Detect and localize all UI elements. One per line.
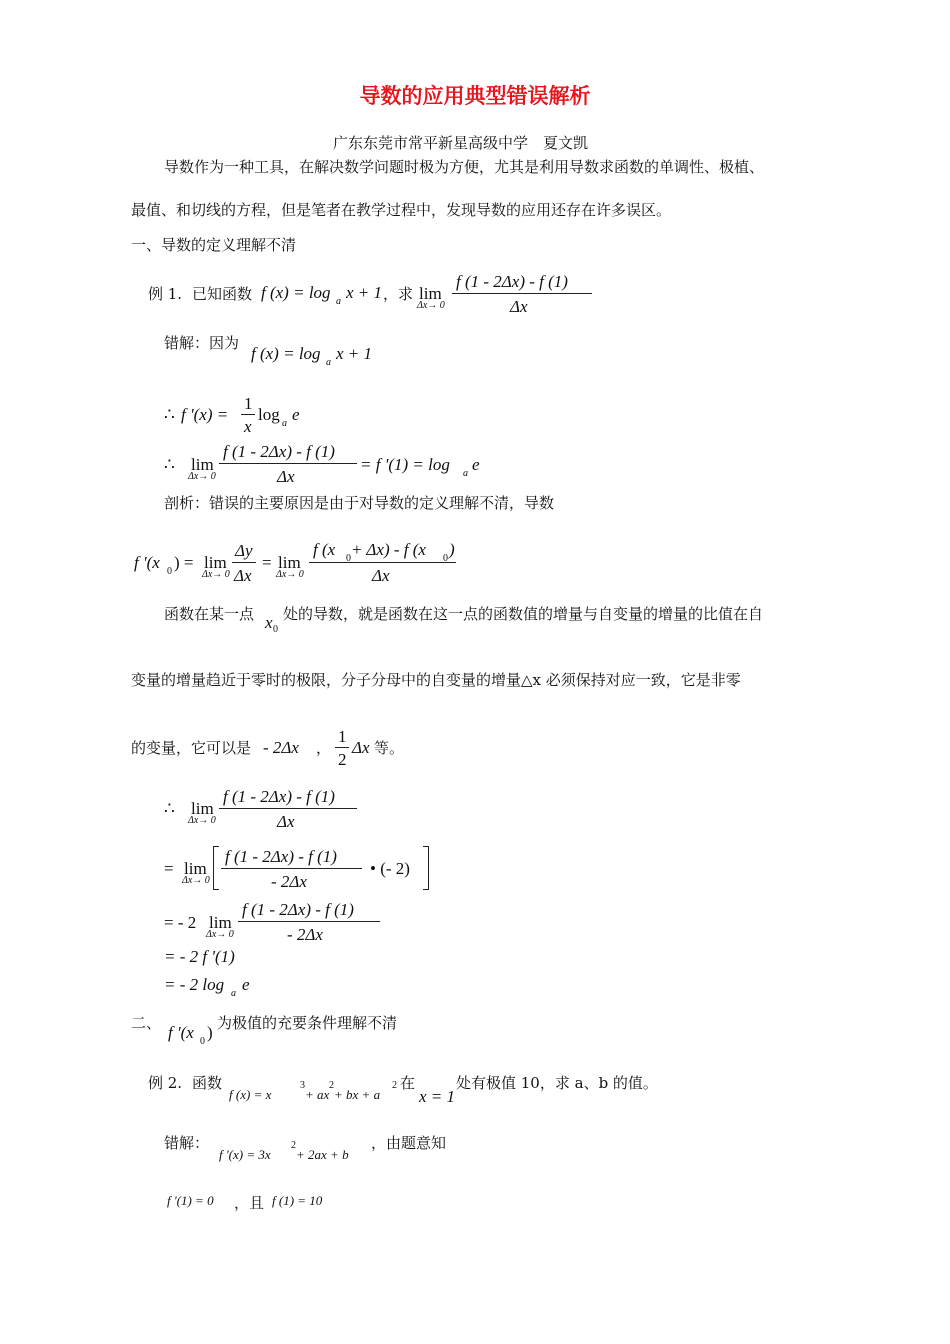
- example-1-given-tail: x + 1: [346, 283, 383, 302]
- definition-frac2-bar: [309, 562, 456, 563]
- analysis-para-1-x-sub: 0: [273, 624, 278, 635]
- page-title: 导数的应用典型错误解析: [359, 83, 591, 108]
- definition-frac1-numerator: Δy: [235, 541, 253, 560]
- example-2-func-p1: 3: [300, 1080, 305, 1091]
- correct-line-3-lim: lim: [209, 913, 232, 932]
- correct-line-3-lim-sub: Δx→ 0: [206, 929, 234, 940]
- analysis-para-3-half-den: 2: [338, 750, 347, 769]
- definition-limit-2: lim: [278, 553, 301, 572]
- analysis-para-1-x: x: [265, 613, 273, 632]
- analysis-para-3-half-bar: [335, 747, 349, 748]
- example-2-func-p2: 2: [329, 1080, 334, 1091]
- example-2-text: 函数: [192, 1074, 223, 1092]
- example-1-lim: lim: [419, 284, 442, 303]
- example-2-func-c: + bx + a: [334, 1087, 381, 1102]
- correct-limit-sub: Δx→ 0: [188, 815, 216, 826]
- limit-denominator: Δx: [277, 467, 295, 486]
- definition-frac1-denominator: Δx: [234, 566, 252, 585]
- limit-fraction-bar: [219, 463, 357, 464]
- section-1-heading: 一、导数的定义理解不清: [131, 236, 297, 254]
- wrong-solution-1-given-sub: a: [326, 357, 331, 368]
- wrong-solution-2-label: 错解：: [164, 1134, 210, 1152]
- analysis-para-3-b: 等。: [374, 739, 405, 757]
- derivative-left: f '(x) =: [181, 405, 229, 424]
- correct-line-3-eq: = - 2: [164, 913, 197, 932]
- example-2-func-p3: 2: [392, 1080, 397, 1091]
- derivative-denominator: x: [244, 417, 252, 436]
- derivative-numerator: 1: [244, 394, 253, 413]
- intro-line-1: 导数作为一种工具，在解决数学问题时极为方便，尤其是利用导数求函数的单调性、极植、: [164, 158, 765, 176]
- therefore-symbol: ∴: [164, 455, 175, 474]
- limit-sub: Δx→ 0: [188, 471, 216, 482]
- section-2-expr: f '(x: [168, 1023, 194, 1042]
- example-2-func: f (x) = x: [229, 1087, 272, 1102]
- correct-line-2-tail: • (- 2): [370, 859, 410, 878]
- correct-line-2-lim: lim: [184, 859, 207, 878]
- wrong-solution-1-given: f (x) = log: [251, 344, 321, 363]
- correct-line-5-sub: a: [231, 988, 236, 999]
- analysis-para-3-m2: Δx: [352, 738, 370, 757]
- wrong-solution-1-given-tail: x + 1: [336, 344, 373, 363]
- section-2-expr-close: ): [207, 1023, 213, 1042]
- definition-frac2-num-c: ): [449, 540, 455, 559]
- definition-left-sub: 0: [167, 566, 172, 577]
- limit-symbol: lim: [191, 455, 214, 474]
- derivative-e: e: [292, 405, 300, 424]
- definition-frac2-num-sub2: 0: [443, 553, 448, 564]
- analysis-line-1: 剖析：错误的主要原因是由于对导数的定义理解不清，导数: [164, 494, 555, 512]
- analysis-para-1-b: 处的导数，就是函数在这一点的函数值的增量与自变量的增量的比值在自: [283, 605, 764, 623]
- analysis-para-3-comma: ，: [316, 739, 332, 757]
- intro-line-2: 最值、和切线的方程，但是笔者在教学过程中，发现导数的应用还存在许多误区。: [131, 201, 672, 219]
- correct-line-2-eq: =: [164, 859, 174, 878]
- correct-line-2-numerator: f (1 - 2Δx) - f (1): [225, 847, 337, 866]
- example-1-given: f (x) = log: [261, 283, 331, 302]
- limit-rhs: = f '(1) = log: [360, 455, 450, 474]
- correct-fraction-bar: [219, 808, 357, 809]
- definition-frac2-denominator: Δx: [372, 566, 390, 585]
- correct-line-2-lim-sub: Δx→ 0: [182, 875, 210, 886]
- wrong-solution-2-deriv-p: 2: [291, 1140, 296, 1151]
- right-bracket: [423, 846, 429, 890]
- example-2-at: 在: [400, 1074, 416, 1092]
- derivative-fraction-bar: [241, 414, 255, 415]
- section-2-expr-sub: 0: [200, 1036, 205, 1047]
- limit-numerator: f (1 - 2Δx) - f (1): [223, 442, 335, 461]
- correct-numerator: f (1 - 2Δx) - f (1): [223, 787, 335, 806]
- example-2-func-b: + ax: [305, 1087, 330, 1102]
- example-2-x1: x = 1: [419, 1087, 456, 1106]
- definition-frac1-bar: [232, 562, 256, 563]
- definition-frac2-num-sub1: 0: [346, 553, 351, 564]
- example-1-lim-sub: Δx→ 0: [417, 300, 445, 311]
- definition-limit-1-sub: Δx→ 0: [202, 569, 230, 580]
- correct-line-3-bar: [238, 921, 380, 922]
- analysis-para-1-a: 函数在某一点: [164, 605, 255, 623]
- analysis-para-3-m1: - 2Δx: [263, 738, 299, 757]
- example-1-given-sub: a: [336, 296, 341, 307]
- therefore-symbol: ∴: [164, 405, 175, 424]
- correct-line-5-e: e: [242, 975, 250, 994]
- example-1-text: 已知函数: [192, 285, 253, 303]
- derivative-log: log: [258, 405, 280, 424]
- section-2-prefix: 二、: [131, 1014, 162, 1032]
- definition-frac2-num-b: + Δx) - f (x: [351, 540, 426, 559]
- example-1-label: 例 1.: [148, 285, 183, 303]
- correct-line-2-bar: [221, 868, 362, 869]
- limit-rhs-e: e: [472, 455, 480, 474]
- definition-limit-2-sub: Δx→ 0: [276, 569, 304, 580]
- section-2-text: 为极值的充要条件理解不清: [217, 1014, 398, 1032]
- limit-rhs-sub: a: [463, 468, 468, 479]
- wrong-solution-2-deriv: f '(x) = 3x: [219, 1147, 271, 1162]
- example-2-label: 例 2.: [148, 1074, 183, 1092]
- derivative-log-sub: a: [282, 418, 287, 429]
- wrong-solution-2-deriv-tail: + 2ax + b: [296, 1147, 349, 1162]
- correct-denominator: Δx: [277, 812, 295, 831]
- left-bracket: [213, 846, 219, 890]
- correct-line-3-denominator: - 2Δx: [287, 925, 323, 944]
- definition-left-close: ) =: [174, 553, 194, 572]
- correct-line-2-denominator: - 2Δx: [271, 872, 307, 891]
- example-2-tail: 处有极值 10，求 a、b 的值。: [456, 1074, 658, 1092]
- therefore-symbol: ∴: [164, 799, 175, 818]
- correct-line-3-numerator: f (1 - 2Δx) - f (1): [242, 900, 354, 919]
- analysis-para-3-a: 的变量，它可以是: [131, 739, 252, 757]
- author-line: 广东东莞市常平新星高级中学 夏文凯: [333, 134, 589, 152]
- wrong-solution-2-cond-b: f (1) = 10: [272, 1193, 323, 1208]
- wrong-solution-1-label: 错解：因为: [164, 334, 240, 352]
- definition-limit-1: lim: [204, 553, 227, 572]
- example-1-numerator: f (1 - 2Δx) - f (1): [456, 272, 568, 291]
- example-1-fraction-bar: [452, 293, 592, 294]
- analysis-para-3-half-num: 1: [338, 727, 347, 746]
- wrong-solution-2-after: ，由题意知: [371, 1134, 447, 1152]
- analysis-para-2: 变量的增量趋近于零时的极限，分子分母中的自变量的增量△x 必须保持对应一致，它是非零: [131, 671, 741, 689]
- definition-equals: =: [262, 553, 272, 572]
- definition-frac2-num-a: f (x: [313, 540, 336, 559]
- definition-left: f '(x: [134, 553, 160, 572]
- correct-line-4: = - 2 f '(1): [164, 947, 235, 966]
- wrong-solution-2-cond-mid: ，且: [234, 1194, 265, 1212]
- wrong-solution-2-cond-a: f '(1) = 0: [167, 1193, 214, 1208]
- example-1-denominator: Δx: [510, 297, 528, 316]
- correct-limit: lim: [191, 799, 214, 818]
- correct-line-5: = - 2 log: [164, 975, 225, 994]
- example-1-ask: ，求: [383, 285, 414, 303]
